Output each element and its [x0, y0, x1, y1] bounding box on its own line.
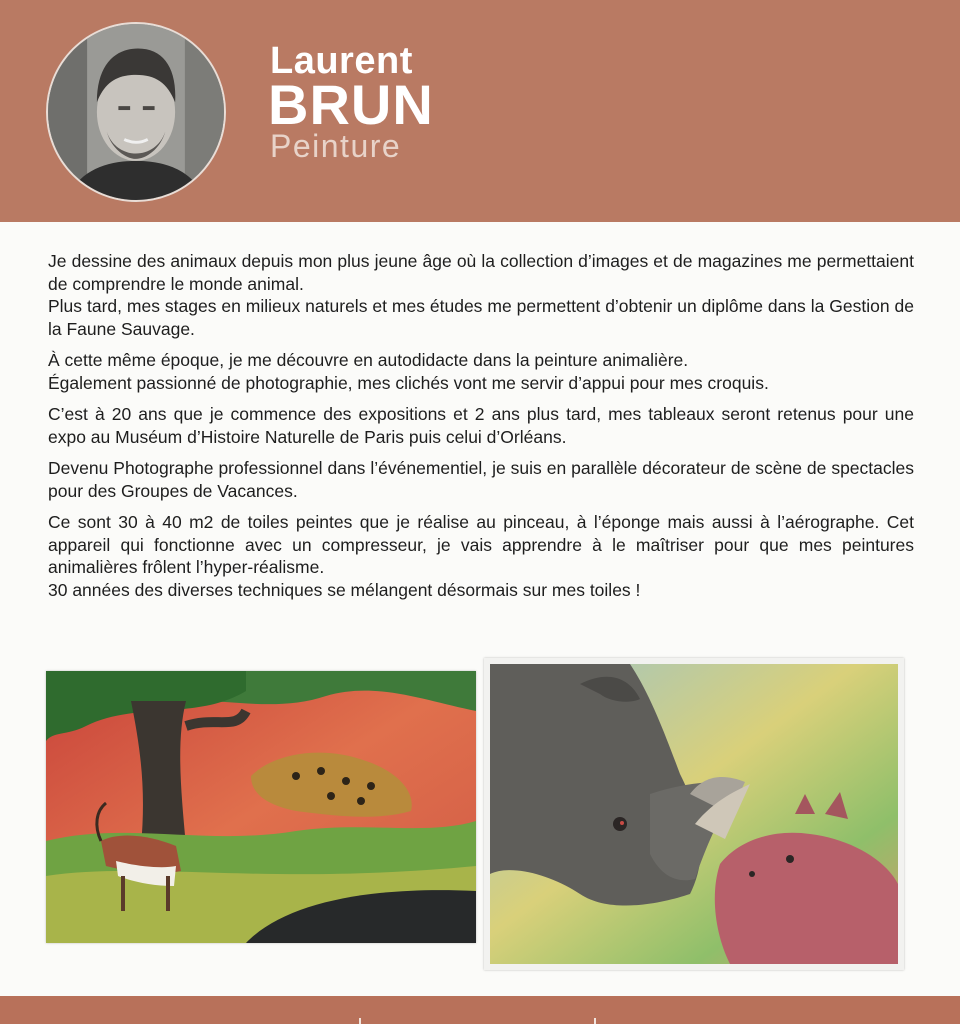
artist-discipline: Peinture: [270, 128, 402, 164]
artist-last-name: BRUN: [268, 73, 434, 136]
bio-line: Également passionné de photographie, mes clichés vont me servir d’appui pour mes croquis.: [48, 372, 769, 393]
bio-line: À cette même époque, je me découvre en autodidacte dans la peinture animalière.: [48, 350, 689, 370]
bio-paragraph: [48, 457, 914, 502]
artist-portrait: [46, 22, 226, 202]
bio-paragraph: [48, 403, 914, 448]
leopard-painting-icon: [46, 671, 476, 943]
rhino-painting-icon: [490, 664, 898, 964]
bio-line: 30 années des diverses techniques se mélangent désormais sur mes toiles !: [48, 579, 641, 600]
bio-line: C’est à 20 ans que je commence des expositions et 2 ans plus tard, mes tableaux seront retenus pour une expo au Muséum d’Histoire Naturelle de Paris puis celui d’Orléans.: [48, 404, 914, 447]
portrait-photo-icon: [48, 24, 224, 200]
bio-line: Devenu Photographe professionnel dans l’événementiel, je suis en parallèle décorateur de scène de spectacles pour des Groupes de Vacances.: [48, 458, 914, 501]
leopard-antelope-painting: [46, 671, 476, 943]
page-divider-mark: [594, 1018, 596, 1024]
bio-paragraph: [48, 511, 914, 601]
rhino-calf-painting: [484, 658, 904, 970]
bio-paragraph: [48, 250, 914, 340]
bio-line: Ce sont 30 à 40 m2 de toiles peintes que je réalise au pinceau, à l’éponge mais aussi à l’aérographe. Cet appareil qui fonctionne avec un compresseur, je vais apprendre à le maîtriser pour que mes peintures animalières frôlent l’hyper-réalisme.: [48, 512, 914, 577]
header-band: [0, 0, 960, 222]
page-divider-mark: [359, 1018, 361, 1024]
artist-first-name: Laurent: [270, 40, 413, 82]
footer-band: [0, 996, 960, 1024]
bio-line: Plus tard, mes stages en milieux naturels et mes études me permettent d’obtenir un diplôme dans la Gestion de la Faune Sauvage.: [48, 296, 914, 339]
bio-line: Je dessine des animaux depuis mon plus jeune âge où la collection d’images et de magazines me permettaient de comprendre le monde animal.: [48, 251, 914, 294]
biography-text: [48, 250, 914, 610]
bio-paragraph: [48, 349, 914, 394]
